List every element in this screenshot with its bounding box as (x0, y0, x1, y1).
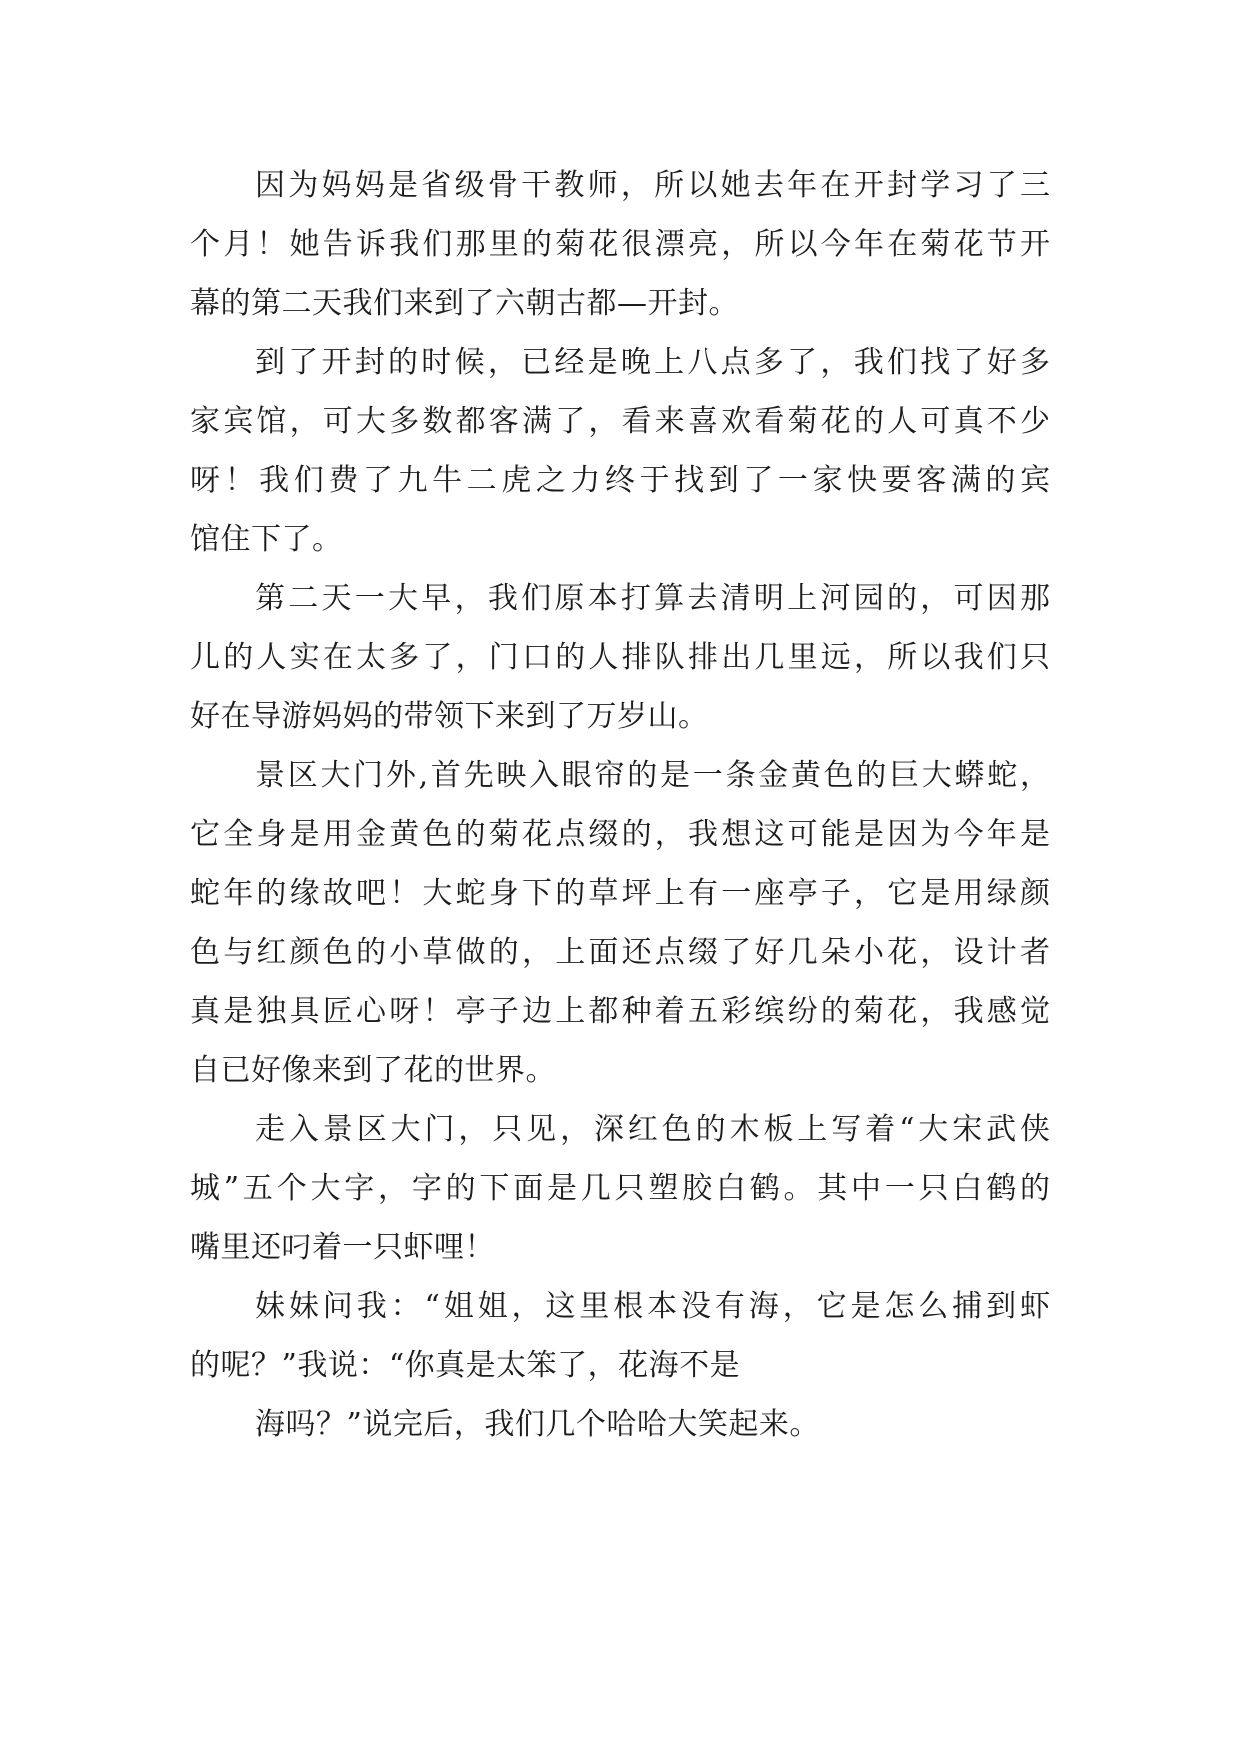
paragraph-6 (190, 1277, 1050, 1395)
text-line: 嘴里还叼着一只虾哩！ (190, 1230, 495, 1265)
text-line: 海吗？”说完后，我们几个哈哈大笑起来。 (255, 1407, 820, 1442)
text-line: 好在导游妈妈的带领下来到了万岁山。 (190, 699, 709, 734)
text-line: 景区大门外,首先映入眼帘的是一条金黄色的巨大蟒蛇， (255, 758, 1050, 793)
essay-body (190, 156, 1050, 1454)
text-line: 第二天一大早，我们原本打算去清明上河园的，可因那 (255, 581, 1050, 616)
paragraph-4 (190, 746, 1050, 1100)
text-line: 真是独具匠心呀！亭子边上都种着五彩缤纷的菊花，我感觉 (190, 994, 1050, 1029)
paragraph-7 (190, 1395, 1050, 1454)
text-line: 城”五个大字，字的下面是几只塑胶白鹤。其中一只白鹤的 (190, 1171, 1050, 1206)
text-line: 个月！她告诉我们那里的菊花很漂亮，所以今年在菊花节开 (190, 227, 1050, 262)
text-line: 到了开封的时候，已经是晚上八点多了，我们找了好多 (255, 345, 1050, 380)
text-line: 家宾馆，可大多数都客满了，看来喜欢看菊花的人可真不少 (190, 404, 1050, 439)
text-line: 呀！我们费了九牛二虎之力终于找到了一家快要客满的宾 (190, 463, 1050, 498)
text-line: 它全身是用金黄色的菊花点缀的，我想这可能是因为今年是 (190, 817, 1050, 852)
text-line: 的呢？”我说：“你真是太笨了，花海不是 (190, 1348, 741, 1383)
text-line: 自已好像来到了花的世界。 (190, 1053, 556, 1088)
text-line: 色与红颜色的小草做的，上面还点缀了好几朵小花，设计者 (190, 935, 1050, 970)
text-line: 走入景区大门，只见，深红色的木板上写着“大宋武侠 (255, 1112, 1050, 1147)
text-line: 因为妈妈是省级骨干教师，所以她去年在开封学习了三 (255, 168, 1050, 203)
paragraph-1 (190, 156, 1050, 333)
paragraph-2 (190, 333, 1050, 569)
paragraph-3 (190, 569, 1050, 746)
text-line: 儿的人实在太多了，门口的人排队排出几里远，所以我们只 (190, 640, 1050, 675)
text-line: 妹妹问我：“姐姐，这里根本没有海，它是怎么捕到虾 (255, 1289, 1050, 1324)
text-line: 馆住下了。 (190, 522, 343, 557)
text-line: 幕的第二天我们来到了六朝古都—开封。 (190, 286, 739, 321)
text-line: 蛇年的缘故吧！大蛇身下的草坪上有一座亭子，它是用绿颜 (190, 876, 1050, 911)
paragraph-5 (190, 1100, 1050, 1277)
